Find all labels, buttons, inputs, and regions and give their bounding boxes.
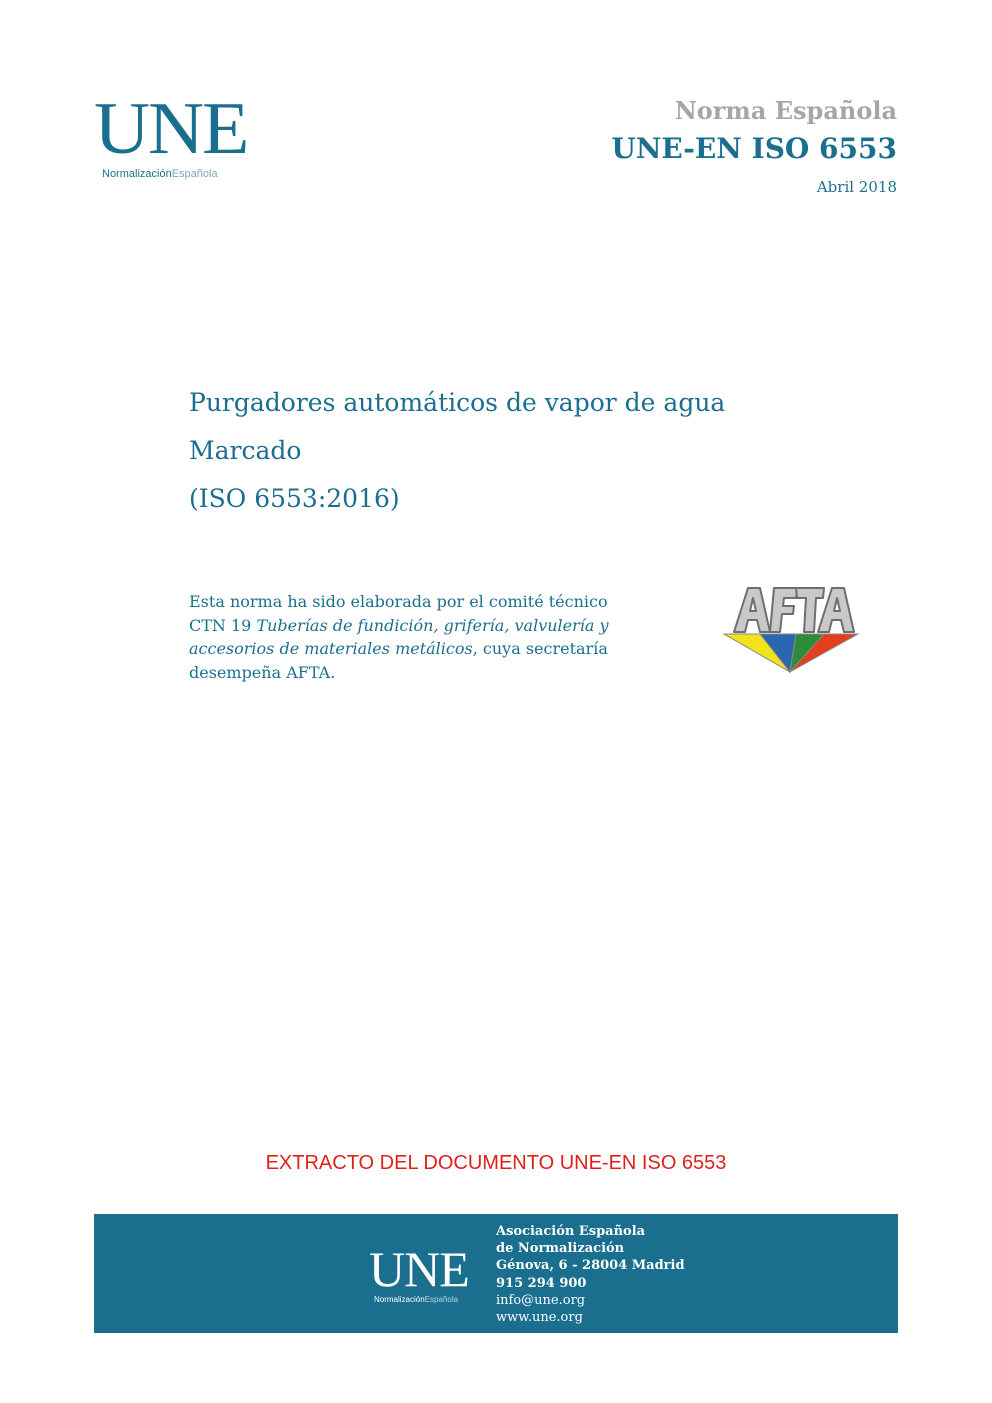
title-main: Purgadores automáticos de vapor de agua — [189, 388, 726, 417]
norma-code: UNE-EN ISO 6553 — [611, 132, 897, 165]
footer-email-link[interactable]: info@une.org — [496, 1292, 586, 1308]
committee-paragraph — [189, 590, 649, 684]
footer-une-logo — [369, 1241, 479, 1306]
logo-tag-main: Normalización — [102, 168, 172, 180]
footer-phone: 915 294 900 — [496, 1275, 587, 1291]
committee-text-2: , cuya secretaría desempeña AFTA. — [189, 639, 608, 682]
logo-tag-light: Española — [171, 168, 218, 180]
footer-org-line1: Asociación Española — [496, 1224, 646, 1239]
footer-logo-word: UNE — [369, 1241, 469, 1297]
footer-logo-tag-main: Normalización — [374, 1295, 425, 1304]
norma-label: Norma Española — [674, 96, 897, 125]
committee-name: Tuberías de fundición, grifería, valvulería y accesorios de materiales metálicos — [189, 615, 609, 658]
afta-logo — [720, 580, 862, 676]
footer-contact — [496, 1223, 685, 1326]
afta-lettering — [734, 588, 854, 632]
une-logo — [94, 88, 248, 180]
extract-notice: EXTRACTO DEL DOCUMENTO UNE-EN ISO 6553 — [265, 1152, 727, 1174]
footer-web-link[interactable]: www.une.org — [496, 1310, 583, 1326]
title-iso-reference: (ISO 6553:2016) — [189, 484, 400, 513]
footer-address: Génova, 6 - 28004 Madrid — [496, 1258, 685, 1274]
footer-logo-tag-light: Española — [424, 1295, 459, 1304]
norma-date: Abril 2018 — [816, 178, 897, 196]
logo-word: UNE — [94, 88, 248, 170]
footer-org-line2: de Normalización — [496, 1241, 625, 1257]
footer-band — [94, 1214, 898, 1333]
title-subtitle: Marcado — [189, 436, 302, 465]
committee-text-1: Esta norma ha sido elaborada por el comité técnico CTN 19 — [189, 592, 608, 635]
